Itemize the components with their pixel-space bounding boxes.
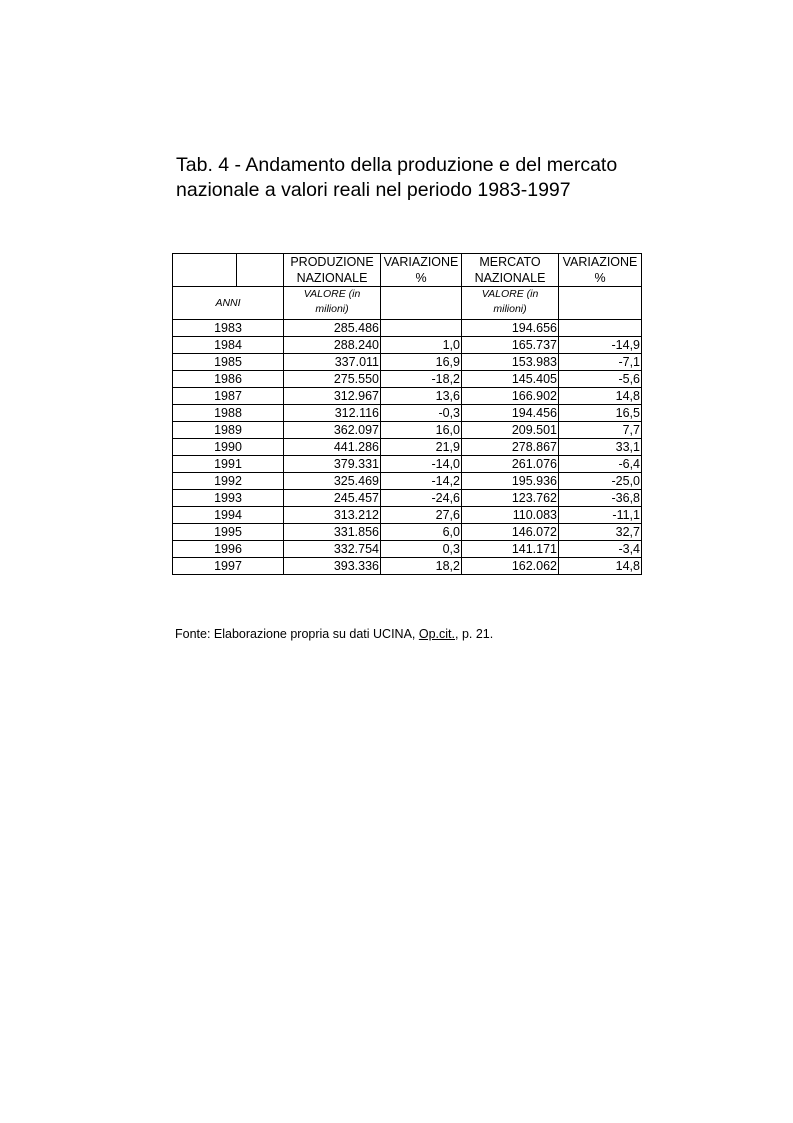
subheader-empty-variazione-1 — [381, 287, 462, 320]
cell-produzione: 331.856 — [284, 524, 381, 541]
header-produzione: PRODUZIONE NAZIONALE — [284, 254, 381, 287]
cell-produzione: 312.967 — [284, 388, 381, 405]
cell-variazione-mercato: 14,8 — [559, 558, 642, 575]
cell-variazione-mercato: 7,7 — [559, 422, 642, 439]
cell-variazione-mercato: -7,1 — [559, 354, 642, 371]
cell-variazione-produzione: 16,9 — [381, 354, 462, 371]
source-note — [175, 627, 493, 641]
cell-variazione-produzione: -18,2 — [381, 371, 462, 388]
cell-anno: 1987 — [173, 388, 284, 405]
cell-variazione-mercato: 32,7 — [559, 524, 642, 541]
header-row — [173, 254, 642, 287]
table-row — [173, 320, 642, 337]
cell-mercato: 141.171 — [462, 541, 559, 558]
subheader-empty-variazione-2 — [559, 287, 642, 320]
subheader-row — [173, 287, 642, 320]
cell-produzione: 325.469 — [284, 473, 381, 490]
cell-mercato: 209.501 — [462, 422, 559, 439]
cell-variazione-produzione: 21,9 — [381, 439, 462, 456]
cell-mercato: 166.902 — [462, 388, 559, 405]
cell-anno: 1991 — [173, 456, 284, 473]
cell-produzione: 393.336 — [284, 558, 381, 575]
table-row — [173, 456, 642, 473]
cell-anno: 1983 — [173, 320, 284, 337]
cell-variazione-produzione: 1,0 — [381, 337, 462, 354]
cell-produzione: 332.754 — [284, 541, 381, 558]
cell-variazione-produzione: 13,6 — [381, 388, 462, 405]
table-row — [173, 405, 642, 422]
cell-variazione-produzione: -24,6 — [381, 490, 462, 507]
table-title-line1: Tab. 4 - Andamento della produzione e del mercato — [176, 154, 618, 176]
cell-variazione-produzione: 27,6 — [381, 507, 462, 524]
cell-anno: 1990 — [173, 439, 284, 456]
cell-variazione-mercato: 14,8 — [559, 388, 642, 405]
cell-produzione: 441.286 — [284, 439, 381, 456]
cell-anno: 1984 — [173, 337, 284, 354]
table-row — [173, 371, 642, 388]
table-row — [173, 507, 642, 524]
cell-variazione-mercato: 33,1 — [559, 439, 642, 456]
table-row — [173, 524, 642, 541]
table-row — [173, 354, 642, 371]
cell-anno: 1997 — [173, 558, 284, 575]
table-row — [173, 541, 642, 558]
cell-mercato: 110.083 — [462, 507, 559, 524]
cell-variazione-mercato — [559, 320, 642, 337]
cell-variazione-produzione: -14,2 — [381, 473, 462, 490]
table-row — [173, 473, 642, 490]
source-prefix: Fonte: Elaborazione propria su dati UCINA, — [175, 627, 419, 641]
header-mercato: MERCATO NAZIONALE — [462, 254, 559, 287]
cell-variazione-produzione: -0,3 — [381, 405, 462, 422]
source-reference: Op.cit. — [418, 627, 455, 641]
table-title — [176, 153, 646, 203]
header-variazione-produzione: VARIAZIONE % — [381, 254, 462, 287]
cell-produzione: 362.097 — [284, 422, 381, 439]
cell-variazione-produzione — [381, 320, 462, 337]
cell-mercato: 165.737 — [462, 337, 559, 354]
cell-anno: 1988 — [173, 405, 284, 422]
cell-anno: 1992 — [173, 473, 284, 490]
table-row — [173, 490, 642, 507]
cell-produzione: 275.550 — [284, 371, 381, 388]
subheader-anni: ANNI — [173, 287, 284, 320]
cell-mercato: 195.936 — [462, 473, 559, 490]
subheader-valore-produzione: VALORE (in milioni) — [284, 287, 381, 320]
header-variazione-mercato: VARIAZIONE % — [559, 254, 642, 287]
cell-anno: 1996 — [173, 541, 284, 558]
cell-anno: 1986 — [173, 371, 284, 388]
table-row — [173, 337, 642, 354]
cell-variazione-produzione: 16,0 — [381, 422, 462, 439]
cell-mercato: 153.983 — [462, 354, 559, 371]
cell-variazione-mercato: -5,6 — [559, 371, 642, 388]
header-empty-cell-2 — [237, 254, 284, 287]
table-row — [173, 558, 642, 575]
cell-anno: 1985 — [173, 354, 284, 371]
cell-produzione: 313.212 — [284, 507, 381, 524]
cell-variazione-produzione: -14,0 — [381, 456, 462, 473]
cell-variazione-mercato: 16,5 — [559, 405, 642, 422]
cell-mercato: 261.076 — [462, 456, 559, 473]
cell-mercato: 123.762 — [462, 490, 559, 507]
table-row — [173, 388, 642, 405]
cell-mercato: 194.656 — [462, 320, 559, 337]
cell-variazione-produzione: 6,0 — [381, 524, 462, 541]
cell-mercato: 162.062 — [462, 558, 559, 575]
cell-mercato: 194.456 — [462, 405, 559, 422]
subheader-valore-mercato: VALORE (in milioni) — [462, 287, 559, 320]
cell-produzione: 245.457 — [284, 490, 381, 507]
cell-variazione-mercato: -11,1 — [559, 507, 642, 524]
source-suffix: , p. 21. — [455, 627, 494, 641]
cell-variazione-mercato: -25,0 — [559, 473, 642, 490]
cell-mercato: 145.405 — [462, 371, 559, 388]
cell-produzione: 337.011 — [284, 354, 381, 371]
cell-variazione-produzione: 0,3 — [381, 541, 462, 558]
cell-anno: 1989 — [173, 422, 284, 439]
cell-produzione: 285.486 — [284, 320, 381, 337]
data-table — [172, 253, 642, 575]
cell-variazione-mercato: -14,9 — [559, 337, 642, 354]
cell-anno: 1994 — [173, 507, 284, 524]
table-title-line2: nazionale a valori reali nel periodo 1983-1997 — [176, 179, 571, 201]
header-empty-cell-1 — [173, 254, 237, 287]
cell-produzione: 288.240 — [284, 337, 381, 354]
cell-mercato: 278.867 — [462, 439, 559, 456]
cell-mercato: 146.072 — [462, 524, 559, 541]
cell-variazione-mercato: -36,8 — [559, 490, 642, 507]
cell-variazione-mercato: -6,4 — [559, 456, 642, 473]
cell-produzione: 312.116 — [284, 405, 381, 422]
table-row — [173, 422, 642, 439]
cell-produzione: 379.331 — [284, 456, 381, 473]
cell-anno: 1993 — [173, 490, 284, 507]
table-row — [173, 439, 642, 456]
cell-variazione-mercato: -3,4 — [559, 541, 642, 558]
cell-variazione-produzione: 18,2 — [381, 558, 462, 575]
cell-anno: 1995 — [173, 524, 284, 541]
